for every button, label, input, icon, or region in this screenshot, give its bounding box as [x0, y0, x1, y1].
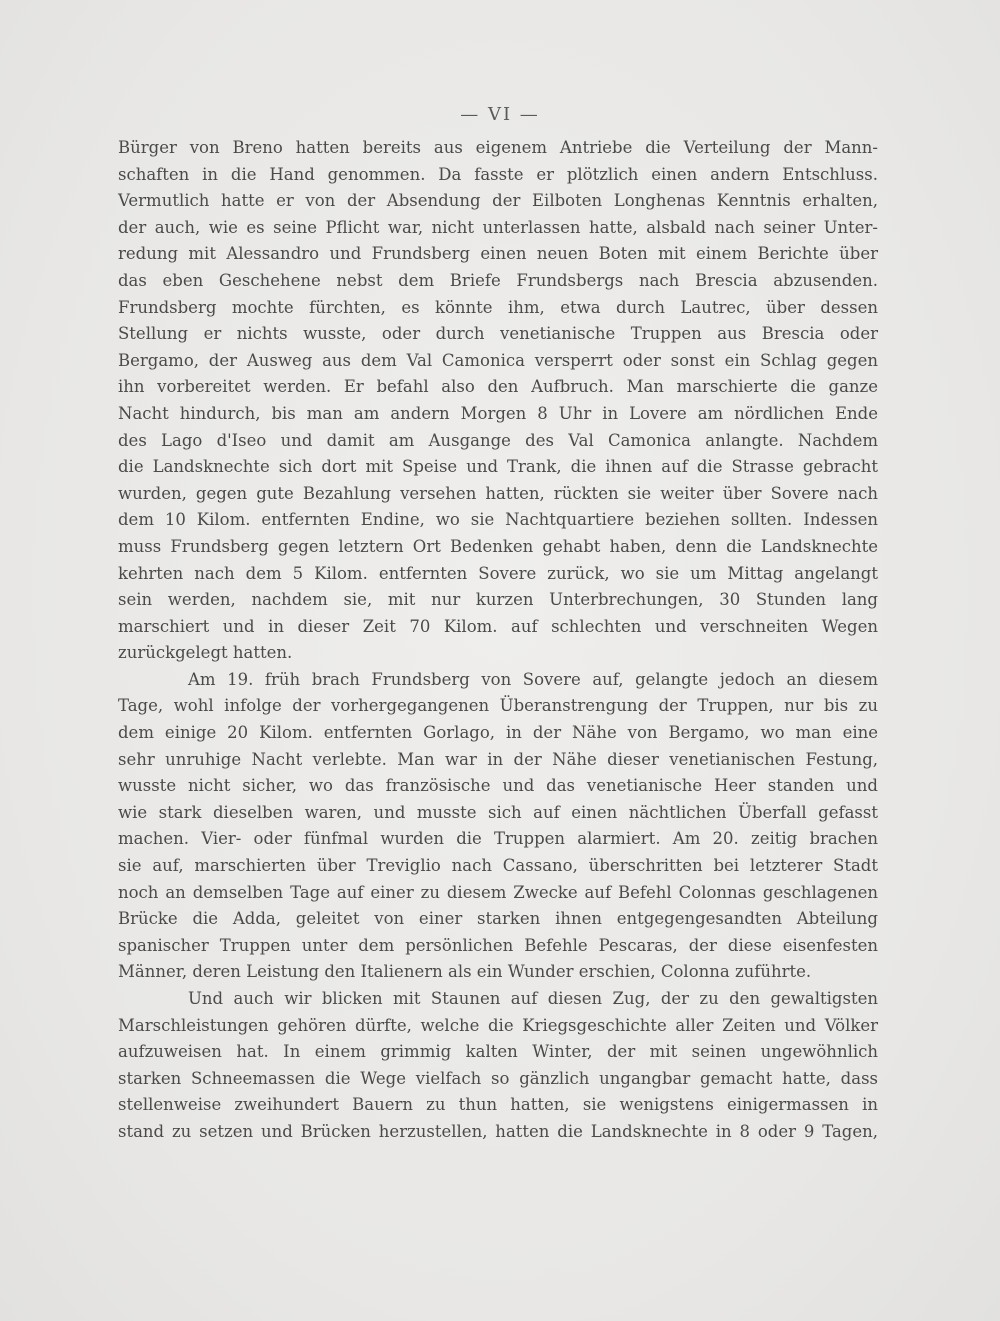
text-line: Und auch wir blicken mit Staunen auf diesen Zug, der zu den gewaltigsten: [188, 989, 878, 1008]
text-line: redung mit Alessandro und Frundsberg einen neuen Boten mit einem Berichte über: [118, 244, 878, 264]
text-line: spanischer Truppen unter dem persönlichen Befehle Pescaras, der diese eisenfesten: [118, 935, 878, 955]
text-line: Frundsberg mochte fürchten, es könnte ihm, etwa durch Lautrec, über dessen: [118, 297, 878, 317]
text-line: marschiert und in dieser Zeit 70 Kilom. auf schlechten und verschneiten Wegen: [118, 616, 878, 636]
text-line: Brücke die Adda, geleitet von einer starken ihnen entgegengesandten Abteilung: [118, 909, 878, 929]
body-text: [118, 135, 878, 1146]
text-line: Bergamo, der Ausweg aus dem Val Camonica versperrt oder sonst ein Schlag gegen: [118, 350, 878, 370]
text-line: zurückgelegt hatten.: [118, 643, 293, 663]
text-line: sein werden, nachdem sie, mit nur kurzen Unterbrechungen, 30 Stunden lang: [118, 590, 878, 610]
text-line: des Lago d'Iseo und damit am Ausgange des Val Camonica anlangte. Nachdem: [118, 430, 878, 450]
paragraph-3: [118, 986, 878, 1146]
text-line: machen. Vier- oder fünfmal wurden die Truppen alarmiert. Am 20. zeitig brachen: [118, 829, 878, 849]
text-line: Bürger von Breno hatten bereits aus eigenem Antriebe die Verteilung der Mann-: [118, 138, 878, 157]
text-line: Vermutlich hatte er von der Absendung der Eilboten Longhenas Kenntnis erhalten,: [118, 191, 878, 211]
text-line: kehrten nach dem 5 Kilom. entfernten Sovere zurück, wo sie um Mittag angelangt: [118, 563, 878, 583]
text-line: sehr unruhige Nacht verlebte. Man war in der Nähe dieser venetianischen Festung,: [118, 749, 878, 769]
text-line: starken Schneemassen die Wege vielfach so gänzlich ungangbar gemacht hatte, dass: [118, 1068, 878, 1088]
page-number: — VI —: [460, 104, 540, 125]
text-line: Männer, deren Leistung den Italienern als ein Wunder erschien, Colonna zuführte.: [118, 962, 812, 982]
text-line: wie stark dieselben waren, und musste sich auf einen nächtlichen Überfall gefasst: [118, 802, 878, 822]
text-line: Marschleistungen gehören dürfte, welche die Kriegsgeschichte aller Zeiten und Völker: [118, 1015, 878, 1035]
text-line: dem einige 20 Kilom. entfernten Gorlago, in der Nähe von Bergamo, wo man eine: [118, 723, 878, 743]
text-line: der auch, wie es seine Pflicht war, nicht unterlassen hatte, alsbald nach seiner Unter-: [118, 217, 878, 237]
text-line: die Landsknechte sich dort mit Speise und Trank, die ihnen auf die Strasse gebracht: [118, 457, 878, 477]
text-line: Tage, wohl infolge der vorhergegangenen Überanstrengung der Truppen, nur bis zu: [118, 696, 878, 716]
text-line: aufzuweisen hat. In einem grimmig kalten Winter, der mit seinen ungewöhnlich: [118, 1042, 878, 1062]
text-line: stand zu setzen und Brücken herzustellen, hatten die Landsknechte in 8 oder 9 Tagen,: [118, 1121, 878, 1141]
text-line: ihn vorbereitet werden. Er befahl also den Aufbruch. Man marschierte die ganze: [118, 377, 878, 397]
text-line: schaften in die Hand genommen. Da fasste er plötzlich einen andern Entschluss.: [118, 164, 878, 184]
text-line: Nacht hindurch, bis man am andern Morgen 8 Uhr in Lovere am nördlichen Ende: [118, 403, 878, 423]
text-line: Stellung er nichts wusste, oder durch venetianische Truppen aus Brescia oder: [118, 324, 878, 344]
paragraph-1: [118, 135, 878, 667]
text-line: Am 19. früh brach Frundsberg von Sovere auf, gelangte jedoch an diesem: [188, 669, 878, 689]
text-line: wusste nicht sicher, wo das französische und das venetianische Heer standen und: [118, 776, 878, 796]
text-line: wurden, gegen gute Bezahlung versehen hatten, rückten sie weiter über Sovere nach: [118, 483, 878, 503]
text-line: noch an demselben Tage auf einer zu diesem Zwecke auf Befehl Colonnas geschlagenen: [118, 882, 878, 902]
text-line: sie auf, marschierten über Treviglio nach Cassano, überschritten bei letzterer Stadt: [118, 856, 878, 876]
text-line: dem 10 Kilom. entfernten Endine, wo sie Nachtquartiere beziehen sollten. Indessen: [118, 510, 878, 530]
text-line: stellenweise zweihundert Bauern zu thun hatten, sie wenigstens einigermassen in: [118, 1095, 878, 1115]
text-line: muss Frundsberg gegen letztern Ort Bedenken gehabt haben, denn die Landsknechte: [118, 536, 878, 556]
paragraph-2: [118, 667, 878, 986]
text-line: das eben Geschehene nebst dem Briefe Frundsbergs nach Brescia abzusenden.: [118, 270, 878, 290]
